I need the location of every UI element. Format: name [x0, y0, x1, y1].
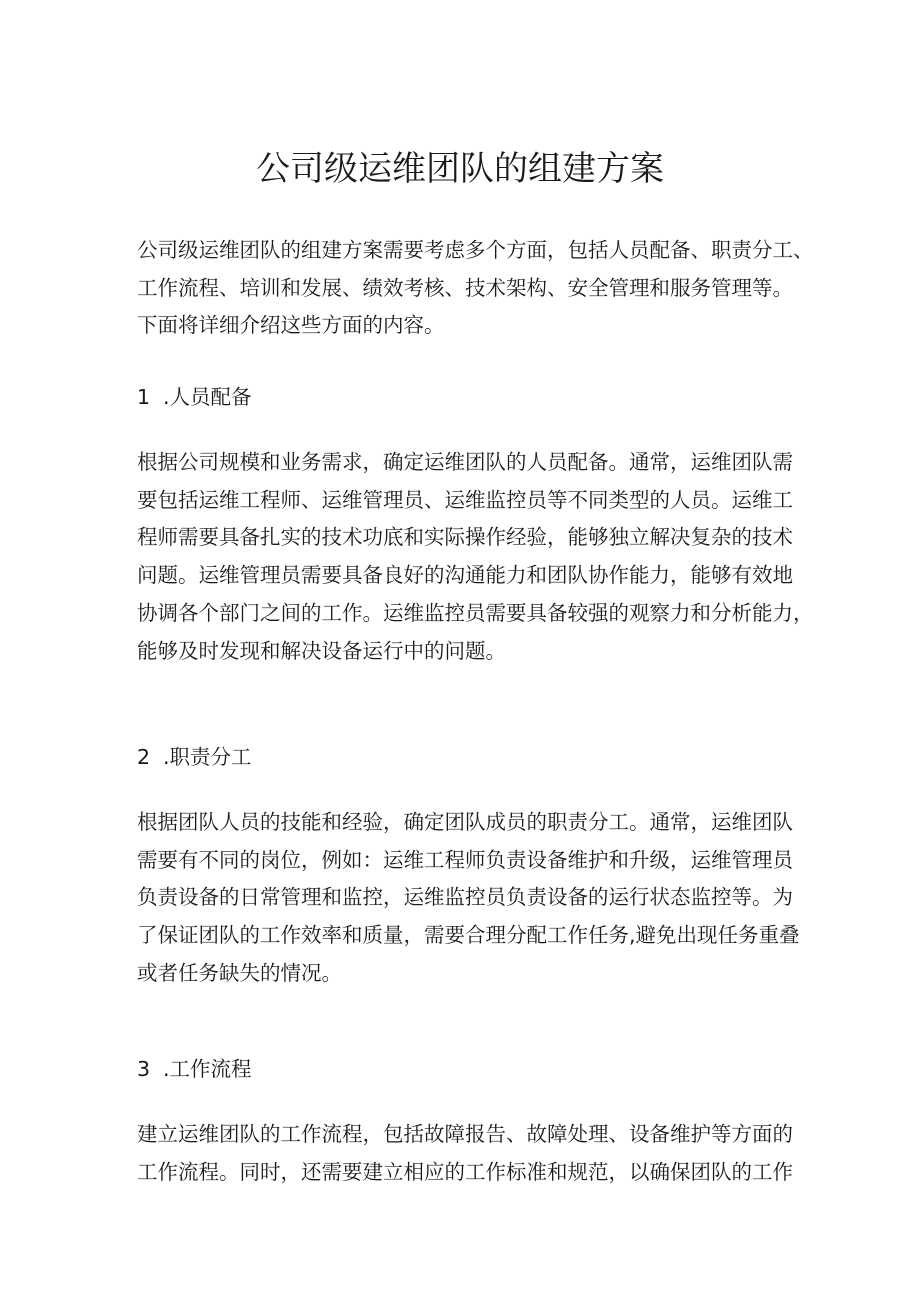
- paragraph-line: 根据公司规模和业务需求，确定运维团队的人员配备。通常，运维团队需: [137, 450, 793, 474]
- section-title: .人员配备: [163, 385, 252, 409]
- paragraph-line: 了保证团队的工作效率和质量，需要合理分配工作任务,避免出现任务重叠: [137, 923, 800, 948]
- paragraph-line: 程师需要具备扎实的技术功底和实际操作经验，能够独立解决复杂的技术: [137, 525, 793, 550]
- section-heading-2: [137, 742, 252, 772]
- paragraph-line: 能够及时发现和解决设备运行中的问题。: [137, 638, 506, 663]
- paragraph-line: 协调各个部门之间的工作。运维监控员需要具备较强的观察力和分析能力，: [137, 600, 814, 625]
- intro-paragraph: [137, 232, 814, 345]
- section-paragraph-3: [137, 1116, 797, 1191]
- section-heading-1: [137, 382, 252, 412]
- section-paragraph-1: [137, 444, 814, 670]
- paragraph-line: 负责设备的日常管理和监控，运维监控员负责设备的运行状态监控等。为: [137, 885, 793, 910]
- intro-line: 工作流程、培训和发展、绩效考核、技术架构、安全管理和服务管理等。: [137, 275, 793, 300]
- section-title: .职责分工: [163, 745, 252, 769]
- paragraph-line: 要包括运维工程师、运维管理员、运维监控员等不同类型的人员。运维工: [137, 487, 793, 512]
- section-number: 1: [137, 385, 151, 409]
- section-paragraph-2: [137, 804, 800, 993]
- section-number: 2: [137, 745, 151, 769]
- section-number: 3: [137, 1057, 151, 1081]
- intro-line: 下面将详细介绍这些方面的内容。: [137, 313, 445, 338]
- paragraph-line: 根据团队人员的技能和经验，确定团队成员的职责分工。通常，运维团队: [137, 810, 793, 834]
- paragraph-line: 或者任务缺失的情况。: [137, 960, 342, 985]
- document-title: 公司级运维团队的组建方案: [256, 149, 664, 189]
- paragraph-line: 需要有不同的岗位，例如：运维工程师负责设备维护和升级，运维管理员: [137, 847, 793, 872]
- section-title: .工作流程: [163, 1057, 252, 1081]
- intro-line: 公司级运维团队的组建方案需要考虑多个方面，包括人员配备、职责分工、: [137, 238, 814, 262]
- paragraph-line: 建立运维团队的工作流程，包括故障报告、故障处理、设备维护等方面的: [137, 1122, 793, 1146]
- paragraph-line: 问题。运维管理员需要具备良好的沟通能力和团队协作能力，能够有效地: [137, 563, 793, 588]
- section-heading-3: [137, 1054, 252, 1084]
- paragraph-line: 工作流程。同时，还需要建立相应的工作标准和规范，以确保团队的工作: [137, 1159, 793, 1184]
